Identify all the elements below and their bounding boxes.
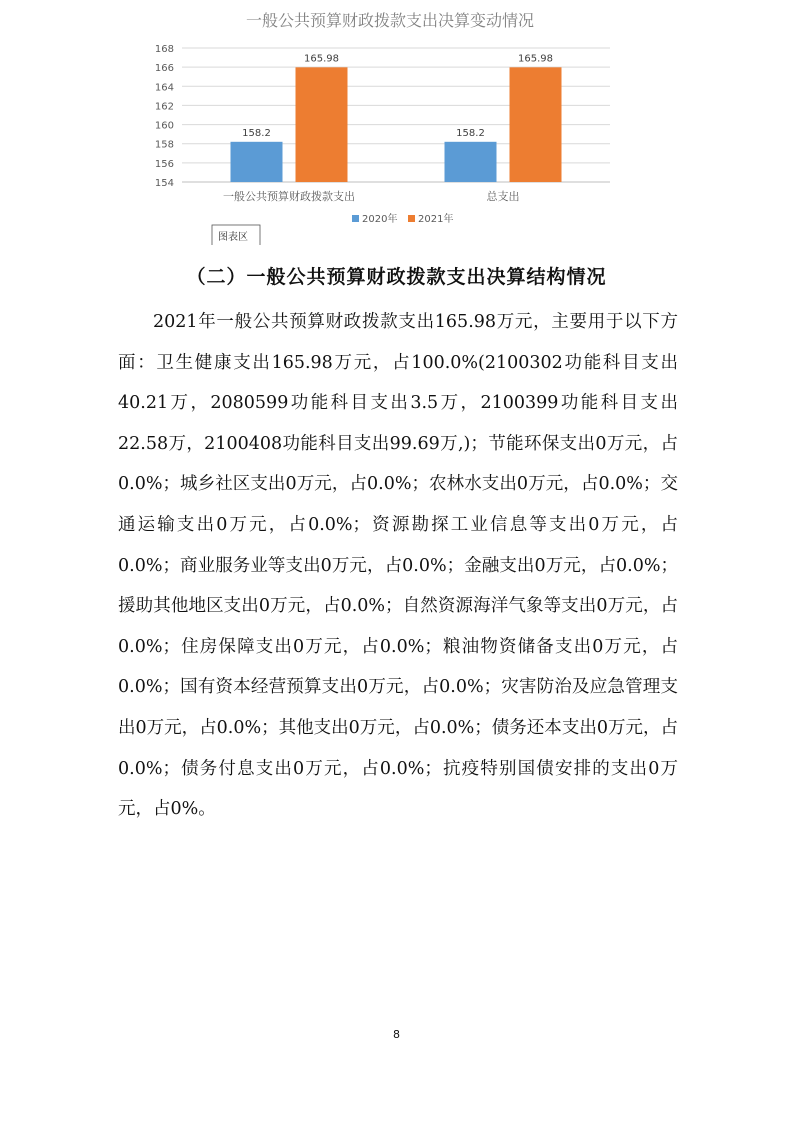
y-tick-label: 158	[154, 139, 174, 151]
y-tick-label: 164	[154, 82, 174, 94]
bar	[445, 142, 497, 182]
legend-label: 2020年	[362, 214, 398, 225]
page-number: 8	[393, 1028, 400, 1041]
section-heading: （二）一般公共预算财政拨款支出决算结构情况	[186, 266, 607, 288]
chart-title: 一般公共预算财政拨款支出决算变动情况	[245, 11, 535, 30]
y-tick-label: 156	[154, 158, 174, 170]
y-tick-label: 154	[154, 178, 174, 189]
bar	[510, 67, 562, 182]
section-paragraph: 2021年一般公共预算财政拨款支出165.98万元，主要用于以下方面：卫生健康支出165.98万元，占100.0%(2100302功能科目支出40.21万，2080599功能科目支出3.5万，2100399功能科目支出22.58万，2100408功能科目支出99.69万,)；节能环保支出0万元，占0.0%；城乡社区支出0万元，占0.0%；农林水支出0万元，占0.0%；交通运输支出0万元，占0.0%；资源勘探工业信息等支出0万元，占0.0%；商业服务业等支出0万元，占0.0%；金融支出0万元，占0.0%；援助其他地区支出0万元，占0.0%；自然资源海洋气象等支出0万元，占0.0%；住房保障支出0万元，占0.0%；粮油物资储备支出0万元，占0.0%；国有资本经营预算支出0万元，占0.0%；灾害防治及应急管理支出0万元，占0.0%；其他支出0万元，占0.0%；债务还本支出0万元，占0.0%；债务付息支出0万元，占0.0%；抗疫特别国债安排的支出0万元，占0%。	[118, 312, 678, 820]
chart-legend	[352, 212, 453, 225]
legend-swatch	[352, 215, 359, 222]
x-axis-categories	[223, 189, 520, 203]
legend-label: 2021年	[418, 214, 454, 225]
y-axis-ticks	[155, 44, 174, 189]
chart-area-label: 图表区	[218, 232, 248, 243]
y-tick-label: 166	[154, 63, 174, 75]
x-tick-label: 总支出	[486, 190, 520, 203]
data-label: 165.98	[518, 53, 553, 65]
data-label: 158.2	[242, 127, 271, 139]
x-tick-label: 一般公共预算财政拨款支出	[223, 190, 355, 203]
bar	[296, 67, 348, 182]
data-labels	[242, 53, 553, 138]
data-label: 165.98	[304, 53, 339, 65]
bar	[231, 142, 283, 182]
y-tick-label: 162	[154, 101, 174, 113]
data-label: 158.2	[456, 127, 485, 139]
legend-swatch	[408, 215, 415, 222]
y-tick-label: 160	[154, 120, 174, 132]
y-tick-label: 168	[154, 44, 174, 55]
bar-chart	[140, 0, 620, 245]
